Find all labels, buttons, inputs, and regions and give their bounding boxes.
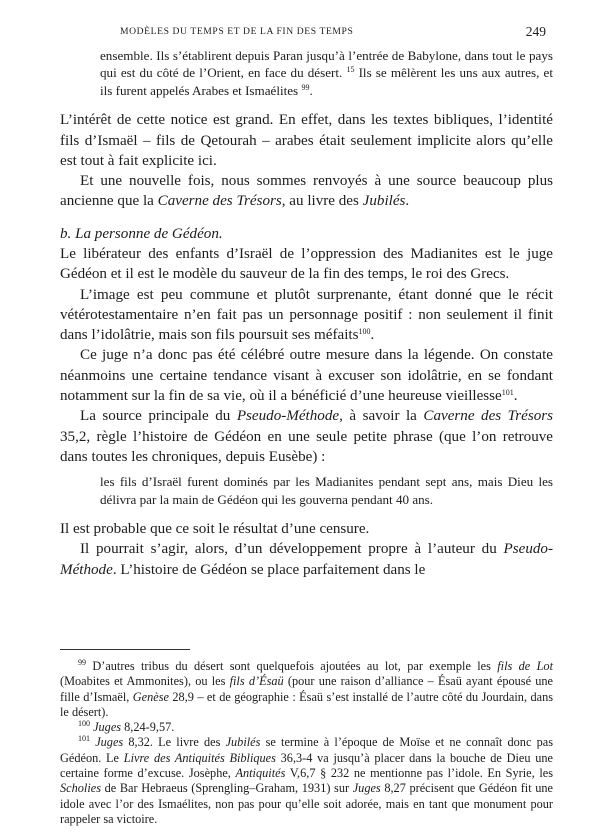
- footnote-ref-101[interactable]: 101: [501, 388, 514, 398]
- page-number: 249: [525, 24, 546, 39]
- block-quote-arabs: ensemble. Ils s’établirent depuis Paran jusqu’à l’entrée de Babylone, dans tout le pays qui est du côté de l’Orient, en face du désert. $^{15}$ Ils se mêlèrent les uns aux autres, et ils furent appelés Arabes et Ismaélites $^{99}$.: [100, 48, 553, 98]
- footnote-99: $^{99}$ D’autres tribus du désert sont quelquefois ajoutées au lot, par exemple les fils de Lot (Moabites et Ammonites), ou les fils d’Ésaü (pour une raison d’alliance – Ésaü ayant épousé une fille d’Ismaël, Genèse 28,9 – et de géographie : Ésaü s’est installé de l’autre côté du Jourdain, dans le désert).: [60, 658, 554, 719]
- footnotes: [60, 649, 553, 827]
- running-head: MODÈLES DU TEMPS ET DE LA FIN DES TEMPS: [120, 26, 354, 37]
- paragraph: Ce juge n’a donc pas été célébré outre mesure dans la légende. On constate néanmoins une certaine tendance visant à excuser son idolâtrie, en se fondant notamment sur la fin de sa vie, où il a bénéficié d’une heureuse vieillesse$^{101}$.: [60, 347, 553, 405]
- paragraph: La source principale du Pseudo-Méthode, à savoir la Caverne des Trésors 35,2, règle l’histoire de Gédéon en une seule petite phrase (que l’on retrouve dans toutes les chroniques, depuis Eusèbe) :: [60, 408, 553, 465]
- paragraph: L’image est peu commune et plutôt surprenante, étant donné que le récit vétérotestamentaire n’en fait pas un personnage positif : non seulement il finit dans l’idolâtrie, mais son fils poursuit ses méfaits$^{100}$.: [60, 286, 553, 344]
- footnote-101: $^{101}$ Juges 8,32. Le livre des Jubilés se termine à l’époque de Moïse et ne connaît donc pas Gédéon. Le Livre des Antiquités Bibliques 36,3-4 va jusqu’à placer dans la bouche de Dieu une certaine forme d’excuse. Josèphe, Antiquités V,6,7 § 232 ne mentionne pas l’idole. En Syrie, les Scholies de Bar Hebraeus (Sprengling–Graham, 1931) sur Juges 8,27 précisent que Gédéon fit une idole avec l’or des Ismaélites, non pas pour qu’elle soit adorée, mais en tant que monument pour rappeler sa victoire.: [60, 734, 554, 826]
- page-header: [120, 26, 546, 40]
- footnote-ref-99[interactable]: 99: [301, 82, 310, 92]
- section-subheading: b. La personne de Gédéon.: [60, 225, 223, 242]
- footnote-100: $^{100}$ Juges 8,24-9,57.: [78, 719, 175, 735]
- paragraph: Et une nouvelle fois, nous sommes renvoyés à une source beaucoup plus ancienne que la Caverne des Trésors, au livre des Jubilés.: [60, 173, 553, 210]
- footnote-ref-100[interactable]: 100: [358, 327, 371, 337]
- verse-number: 15: [346, 65, 355, 75]
- block-quote-gideon: les fils d’Israël furent dominés par les Madianites pendant sept ans, mais Dieu les délivra par la main de Gédéon qui les gouverna pendant 40 ans.: [100, 474, 553, 507]
- paragraph: Il pourrait s’agir, alors, d’un développement propre à l’auteur du Pseudo-Méthode. L’histoire de Gédéon se place parfaitement dans le: [60, 541, 553, 578]
- paragraph: Il est probable que ce soit le résultat d’une censure.: [60, 521, 370, 538]
- footnote-separator: [60, 649, 190, 650]
- paragraph: Le libérateur des enfants d’Israël de l’oppression des Madianites est le juge Gédéon et il est le modèle du sauveur de la fin des temps, le roi des Grecs.: [60, 246, 553, 283]
- paragraph: L’intérêt de cette notice est grand. En effet, dans les textes bibliques, l’identité fils d’Ismaël – fils de Qetourah – arabes était seulement implicite alors qu’elle est tout à fait explicite ici.: [60, 112, 553, 169]
- main-text: [60, 47, 553, 580]
